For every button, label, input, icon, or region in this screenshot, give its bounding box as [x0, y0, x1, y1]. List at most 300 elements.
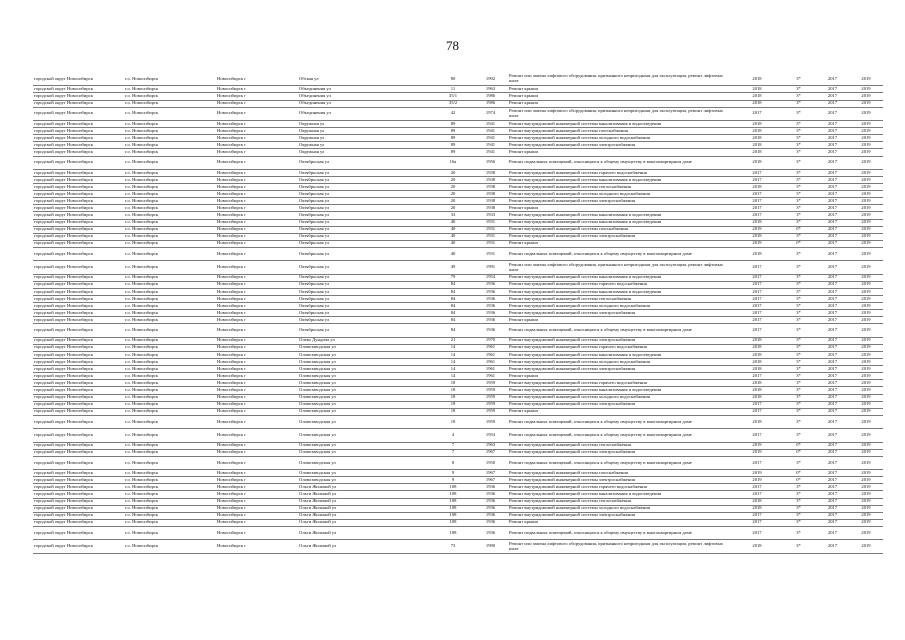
street-cell: Оловозаводская ул	[298, 408, 433, 415]
house-number-cell: 40	[433, 240, 473, 247]
period-end-cell: 2019	[849, 73, 883, 86]
settlement-cell: г.о. Новосибирск	[124, 93, 216, 100]
period-start-cell: 2017	[816, 526, 849, 539]
municipal-district-cell: городской округ Новосибирск	[33, 373, 124, 380]
city-cell: Новосибирск г	[216, 177, 298, 184]
planned-year-cell: 2018	[733, 415, 781, 428]
period-end-cell: 2019	[849, 373, 883, 380]
house-number-cell: 84	[433, 288, 473, 295]
priority-cell: 3*	[781, 317, 816, 324]
period-end-cell: 2019	[849, 177, 883, 184]
work-type-cell: Ремонт внутридомовой инженерной системы горячего водоснабжения	[508, 484, 733, 491]
work-type-cell: Ремонт внутридомовой инженерной системы теплоснабжения	[508, 184, 733, 191]
work-type-cell: Ремонт внутридомовой инженерной системы газоснабжения	[508, 470, 733, 477]
work-type-cell: Ремонт внутридомовой инженерной системы теплоснабжения	[508, 296, 733, 303]
street-cell: Октябрьская ул	[298, 281, 433, 288]
municipal-district-cell: городской округ Новосибирск	[33, 156, 124, 169]
work-type-cell: Ремонт внутридомовой инженерной системы канализования и водоотведения	[508, 274, 733, 281]
table-row	[33, 401, 883, 408]
period-start-cell: 2017	[816, 281, 849, 288]
period-end-cell: 2019	[849, 429, 883, 442]
planned-year-cell: 2017	[733, 205, 781, 212]
city-cell: Новосибирск г	[216, 191, 298, 198]
street-cell: Октябрьская ул	[298, 303, 433, 310]
street-cell: Октябрьская ул	[298, 156, 433, 169]
build-year-cell: 1936	[473, 512, 508, 519]
build-year-cell: 1963	[473, 442, 508, 449]
priority-cell: 0*	[781, 226, 816, 233]
municipal-district-cell: городской округ Новосибирск	[33, 212, 124, 219]
period-end-cell: 2019	[849, 233, 883, 240]
house-number-cell: 20	[433, 169, 473, 176]
work-type-cell: Ремонт внутридомовой инженерной системы электроснабжения	[508, 337, 733, 344]
planned-year-cell: 2018	[733, 387, 781, 394]
priority-cell: 3*	[781, 107, 816, 120]
municipal-district-cell: городской округ Новосибирск	[33, 429, 124, 442]
planned-year-cell: 2018	[733, 219, 781, 226]
municipal-district-cell: городской округ Новосибирск	[33, 540, 124, 553]
build-year-cell: 1931	[473, 240, 508, 247]
municipal-district-cell: городской округ Новосибирск	[33, 274, 124, 281]
build-year-cell: 1938	[473, 191, 508, 198]
priority-cell: 3*	[781, 310, 816, 317]
planned-year-cell: 2019	[733, 442, 781, 449]
settlement-cell: г.о. Новосибирск	[124, 359, 216, 366]
priority-cell: 3*	[781, 184, 816, 191]
priority-cell: 3*	[781, 177, 816, 184]
period-start-cell: 2017	[816, 429, 849, 442]
municipal-district-cell: городской округ Новосибирск	[33, 470, 124, 477]
build-year-cell: 1941	[473, 142, 508, 149]
table-row	[33, 198, 883, 205]
work-type-cell: Ремонт или замена лифтового оборудования, признанного непригодным для эксплуатации, ремонт лифтовых шахт	[508, 540, 733, 553]
municipal-district-cell: городской округ Новосибирск	[33, 484, 124, 491]
house-number-cell: 40	[433, 219, 473, 226]
build-year-cell: 1938	[473, 177, 508, 184]
planned-year-cell: 2018	[733, 247, 781, 260]
street-cell: Оловозаводская ул	[298, 380, 433, 387]
planned-year-cell: 2019	[733, 449, 781, 456]
period-end-cell: 2019	[849, 317, 883, 324]
priority-cell: 3*	[781, 380, 816, 387]
planned-year-cell: 2018	[733, 142, 781, 149]
period-start-cell: 2017	[816, 401, 849, 408]
settlement-cell: г.о. Новосибирск	[124, 456, 216, 469]
table-row	[33, 512, 883, 519]
period-end-cell: 2019	[849, 387, 883, 394]
city-cell: Новосибирск г	[216, 135, 298, 142]
house-number-cell: 84	[433, 317, 473, 324]
house-number-cell: 14	[433, 373, 473, 380]
planned-year-cell: 2018	[733, 394, 781, 401]
planned-year-cell: 2018	[733, 156, 781, 169]
planned-year-cell: 2018	[733, 380, 781, 387]
period-end-cell: 2019	[849, 281, 883, 288]
period-start-cell: 2017	[816, 380, 849, 387]
period-start-cell: 2017	[816, 317, 849, 324]
street-cell: Оловозаводская ул	[298, 470, 433, 477]
build-year-cell: 1936	[473, 281, 508, 288]
settlement-cell: г.о. Новосибирск	[124, 184, 216, 191]
table-row	[33, 135, 883, 142]
period-start-cell: 2017	[816, 288, 849, 295]
table-row	[33, 373, 883, 380]
street-cell: Октябрьская ул	[298, 324, 433, 337]
build-year-cell: 1936	[473, 324, 508, 337]
work-type-cell: Ремонт крыши	[508, 317, 733, 324]
street-cell: Обская ул	[298, 73, 433, 86]
build-year-cell: 1936	[473, 505, 508, 512]
period-start-cell: 2017	[816, 86, 849, 93]
house-number-cell: 18	[433, 401, 473, 408]
city-cell: Новосибирск г	[216, 219, 298, 226]
house-number-cell: 40	[433, 233, 473, 240]
priority-cell: 3*	[781, 359, 816, 366]
planned-year-cell: 2017	[733, 169, 781, 176]
street-cell: Октябрьская ул	[298, 205, 433, 212]
house-number-cell: 20	[433, 205, 473, 212]
city-cell: Новосибирск г	[216, 233, 298, 240]
work-type-cell: Ремонт внутридомовой инженерной системы горячего водоснабжения	[508, 169, 733, 176]
municipal-district-cell: городской округ Новосибирск	[33, 121, 124, 128]
build-year-cell: 1986	[473, 100, 508, 107]
city-cell: Новосибирск г	[216, 73, 298, 86]
period-end-cell: 2019	[849, 519, 883, 526]
work-type-cell: Ремонт подвальных помещений, относящихся к общему имуществу в многоквартирном доме	[508, 526, 733, 539]
period-end-cell: 2019	[849, 240, 883, 247]
period-end-cell: 2019	[849, 191, 883, 198]
house-number-cell: 42	[433, 107, 473, 120]
period-end-cell: 2019	[849, 540, 883, 553]
settlement-cell: г.о. Новосибирск	[124, 73, 216, 86]
period-start-cell: 2017	[816, 491, 849, 498]
priority-cell: 3*	[781, 73, 816, 86]
work-type-cell: Ремонт внутридомовой инженерной системы электроснабжения	[508, 449, 733, 456]
period-end-cell: 2019	[849, 296, 883, 303]
street-cell: Ольги Жилиной ул	[298, 498, 433, 505]
period-end-cell: 2019	[849, 205, 883, 212]
municipal-district-cell: городской округ Новосибирск	[33, 317, 124, 324]
house-number-cell: 33	[433, 212, 473, 219]
period-start-cell: 2017	[816, 456, 849, 469]
table-row	[33, 394, 883, 401]
priority-cell: 3*	[781, 408, 816, 415]
street-cell: Оловозаводская ул	[298, 359, 433, 366]
page-number: 78	[446, 38, 459, 53]
planned-year-cell: 2017	[733, 274, 781, 281]
street-cell: Оловозаводская ул	[298, 351, 433, 358]
settlement-cell: г.о. Новосибирск	[124, 449, 216, 456]
work-type-cell: Ремонт внутридомовой инженерной системы канализования и водоотведения	[508, 121, 733, 128]
house-number-cell: 21	[433, 337, 473, 344]
street-cell: Окружная ул	[298, 142, 433, 149]
build-year-cell: 1938	[473, 205, 508, 212]
priority-cell: 3*	[781, 429, 816, 442]
street-cell: Октябрьская ул	[298, 261, 433, 274]
city-cell: Новосибирск г	[216, 526, 298, 539]
house-number-cell: 49	[433, 261, 473, 274]
build-year-cell: 1961	[473, 351, 508, 358]
period-start-cell: 2017	[816, 226, 849, 233]
street-cell: Окружная ул	[298, 149, 433, 156]
period-start-cell: 2017	[816, 205, 849, 212]
period-start-cell: 2017	[816, 477, 849, 484]
build-year-cell: 1938	[473, 198, 508, 205]
build-year-cell: 1967	[473, 477, 508, 484]
city-cell: Новосибирск г	[216, 156, 298, 169]
priority-cell: 3*	[781, 135, 816, 142]
priority-cell: 3*	[781, 505, 816, 512]
work-type-cell: Ремонт внутридомовой инженерной системы холодного водоснабжения	[508, 359, 733, 366]
table-row	[33, 317, 883, 324]
build-year-cell: 1931	[473, 226, 508, 233]
planned-year-cell: 2017	[733, 310, 781, 317]
table-row	[33, 191, 883, 198]
city-cell: Новосибирск г	[216, 281, 298, 288]
planned-year-cell: 2017	[733, 519, 781, 526]
planned-year-cell: 2017	[733, 324, 781, 337]
priority-cell: 3*	[781, 233, 816, 240]
house-number-cell: 40	[433, 226, 473, 233]
period-start-cell: 2017	[816, 107, 849, 120]
planned-year-cell: 2018	[733, 337, 781, 344]
planned-year-cell: 2018	[733, 93, 781, 100]
house-number-cell: 11	[433, 86, 473, 93]
street-cell: Октябрьская ул	[298, 212, 433, 219]
street-cell: Оловозаводская ул	[298, 477, 433, 484]
build-year-cell: 1956	[473, 156, 508, 169]
period-end-cell: 2019	[849, 442, 883, 449]
house-number-cell: 84	[433, 310, 473, 317]
house-number-cell: 89	[433, 149, 473, 156]
table-row	[33, 484, 883, 491]
municipal-district-cell: городской округ Новосибирск	[33, 415, 124, 428]
city-cell: Новосибирск г	[216, 247, 298, 260]
municipal-district-cell: городской округ Новосибирск	[33, 100, 124, 107]
build-year-cell: 1938	[473, 169, 508, 176]
period-end-cell: 2019	[849, 498, 883, 505]
build-year-cell: 1941	[473, 128, 508, 135]
build-year-cell: 1936	[473, 296, 508, 303]
period-start-cell: 2017	[816, 366, 849, 373]
priority-cell: 3*	[781, 373, 816, 380]
street-cell: Октябрьская ул	[298, 288, 433, 295]
period-start-cell: 2017	[816, 135, 849, 142]
house-number-cell: 18	[433, 380, 473, 387]
build-year-cell: 1959	[473, 401, 508, 408]
settlement-cell: г.о. Новосибирск	[124, 351, 216, 358]
work-type-cell: Ремонт внутридомовой инженерной системы холодного водоснабжения	[508, 191, 733, 198]
settlement-cell: г.о. Новосибирск	[124, 317, 216, 324]
build-year-cell: 1941	[473, 135, 508, 142]
house-number-cell: 108	[433, 505, 473, 512]
settlement-cell: г.о. Новосибирск	[124, 107, 216, 120]
priority-cell: 3*	[781, 198, 816, 205]
street-cell: Октябрьская ул	[298, 219, 433, 226]
priority-cell: 3*	[781, 281, 816, 288]
settlement-cell: г.о. Новосибирск	[124, 169, 216, 176]
period-end-cell: 2019	[849, 484, 883, 491]
city-cell: Новосибирск г	[216, 519, 298, 526]
work-type-cell: Ремонт подвальных помещений, относящихся к общему имуществу в многоквартирном доме	[508, 456, 733, 469]
street-cell: Ольги Жилиной ул	[298, 519, 433, 526]
period-start-cell: 2017	[816, 519, 849, 526]
house-number-cell: 14	[433, 351, 473, 358]
period-end-cell: 2019	[849, 226, 883, 233]
house-number-cell: 7	[433, 442, 473, 449]
period-start-cell: 2017	[816, 121, 849, 128]
work-type-cell: Ремонт внутридомовой инженерной системы канализования и водоотведения	[508, 219, 733, 226]
table-row	[33, 177, 883, 184]
priority-cell: 3*	[781, 191, 816, 198]
priority-cell: 3*	[781, 247, 816, 260]
period-start-cell: 2017	[816, 233, 849, 240]
planned-year-cell: 2018	[733, 233, 781, 240]
period-end-cell: 2019	[849, 198, 883, 205]
period-end-cell: 2019	[849, 380, 883, 387]
priority-cell: 3*	[781, 219, 816, 226]
period-start-cell: 2017	[816, 442, 849, 449]
municipal-district-cell: городской округ Новосибирск	[33, 261, 124, 274]
city-cell: Новосибирск г	[216, 274, 298, 281]
period-end-cell: 2019	[849, 415, 883, 428]
priority-cell: 3*	[781, 121, 816, 128]
city-cell: Новосибирск г	[216, 226, 298, 233]
municipal-district-cell: городской округ Новосибирск	[33, 149, 124, 156]
settlement-cell: г.о. Новосибирск	[124, 366, 216, 373]
city-cell: Новосибирск г	[216, 449, 298, 456]
settlement-cell: г.о. Новосибирск	[124, 540, 216, 553]
work-type-cell: Ремонт внутридомовой инженерной системы газоснабжения	[508, 128, 733, 135]
settlement-cell: г.о. Новосибирск	[124, 415, 216, 428]
house-number-cell: 108	[433, 526, 473, 539]
table-row	[33, 73, 883, 86]
city-cell: Новосибирск г	[216, 288, 298, 295]
municipal-district-cell: городской округ Новосибирск	[33, 303, 124, 310]
work-type-cell: Ремонт внутридомовой инженерной системы электроснабжения	[508, 233, 733, 240]
build-year-cell: 1931	[473, 233, 508, 240]
house-number-cell: 84	[433, 303, 473, 310]
work-type-cell: Ремонт внутридомовой инженерной системы холодного водоснабжения	[508, 505, 733, 512]
planned-year-cell: 2017	[733, 456, 781, 469]
house-number-cell: 73	[433, 540, 473, 553]
period-start-cell: 2017	[816, 512, 849, 519]
period-start-cell: 2017	[816, 324, 849, 337]
period-start-cell: 2017	[816, 177, 849, 184]
work-type-cell: Ремонт внутридомовой инженерной системы холодного водоснабжения	[508, 303, 733, 310]
priority-cell: 0*	[781, 477, 816, 484]
period-start-cell: 2017	[816, 394, 849, 401]
table-row	[33, 247, 883, 260]
period-end-cell: 2019	[849, 86, 883, 93]
city-cell: Новосибирск г	[216, 387, 298, 394]
priority-cell: 3*	[781, 212, 816, 219]
municipal-district-cell: городской округ Новосибирск	[33, 219, 124, 226]
municipal-district-cell: городской округ Новосибирск	[33, 142, 124, 149]
period-end-cell: 2019	[849, 324, 883, 337]
period-start-cell: 2017	[816, 351, 849, 358]
street-cell: Оловозаводская ул	[298, 442, 433, 449]
build-year-cell: 1938	[473, 184, 508, 191]
table-row	[33, 261, 883, 274]
settlement-cell: г.о. Новосибирск	[124, 380, 216, 387]
settlement-cell: г.о. Новосибирск	[124, 498, 216, 505]
work-type-cell: Ремонт внутридомовой инженерной системы теплоснабжения	[508, 442, 733, 449]
priority-cell: 3*	[781, 169, 816, 176]
street-cell: Октябрьская ул	[298, 198, 433, 205]
planned-year-cell: 2017	[733, 288, 781, 295]
settlement-cell: г.о. Новосибирск	[124, 408, 216, 415]
city-cell: Новосибирск г	[216, 107, 298, 120]
table-row	[33, 128, 883, 135]
settlement-cell: г.о. Новосибирск	[124, 149, 216, 156]
priority-cell: 3*	[781, 149, 816, 156]
build-year-cell: 1936	[473, 310, 508, 317]
table-row	[33, 226, 883, 233]
street-cell: Оловозаводская ул	[298, 366, 433, 373]
planned-year-cell: 2018	[733, 366, 781, 373]
city-cell: Новосибирск г	[216, 344, 298, 351]
table-row	[33, 121, 883, 128]
table-row	[33, 470, 883, 477]
street-cell: Октябрьская ул	[298, 177, 433, 184]
table-row	[33, 415, 883, 428]
planned-year-cell: 2017	[733, 303, 781, 310]
municipal-district-cell: городской округ Новосибирск	[33, 359, 124, 366]
planned-year-cell: 2018	[733, 344, 781, 351]
planned-year-cell: 2018	[733, 351, 781, 358]
house-number-cell: 84	[433, 296, 473, 303]
priority-cell: 3*	[781, 296, 816, 303]
table-row	[33, 498, 883, 505]
city-cell: Новосибирск г	[216, 540, 298, 553]
settlement-cell: г.о. Новосибирск	[124, 303, 216, 310]
settlement-cell: г.о. Новосибирск	[124, 261, 216, 274]
municipal-district-cell: городской округ Новосибирск	[33, 380, 124, 387]
street-cell: Октябрьская ул	[298, 247, 433, 260]
period-end-cell: 2019	[849, 366, 883, 373]
period-start-cell: 2017	[816, 505, 849, 512]
municipal-district-cell: городской округ Новосибирск	[33, 449, 124, 456]
city-cell: Новосибирск г	[216, 484, 298, 491]
house-number-cell: 89	[433, 135, 473, 142]
work-type-cell: Ремонт внутридомовой инженерной системы канализования и водоотведения	[508, 288, 733, 295]
table-row	[33, 449, 883, 456]
period-start-cell: 2017	[816, 484, 849, 491]
work-type-cell: Ремонт подвальных помещений, относящихся к общему имуществу в многоквартирном доме	[508, 156, 733, 169]
city-cell: Новосибирск г	[216, 212, 298, 219]
street-cell: Октябрьская ул	[298, 184, 433, 191]
planned-year-cell: 2017	[733, 401, 781, 408]
house-number-cell: 18	[433, 408, 473, 415]
street-cell: Оловозаводская ул	[298, 394, 433, 401]
period-start-cell: 2017	[816, 261, 849, 274]
settlement-cell: г.о. Новосибирск	[124, 442, 216, 449]
city-cell: Новосибирск г	[216, 324, 298, 337]
priority-cell: 3*	[781, 456, 816, 469]
house-number-cell: 89	[433, 121, 473, 128]
planned-year-cell: 2017	[733, 212, 781, 219]
settlement-cell: г.о. Новосибирск	[124, 128, 216, 135]
settlement-cell: г.о. Новосибирск	[124, 512, 216, 519]
build-year-cell: 1959	[473, 415, 508, 428]
table-row	[33, 351, 883, 358]
work-type-cell: Ремонт внутридомовой инженерной системы электроснабжения	[508, 401, 733, 408]
house-number-cell: 16а	[433, 156, 473, 169]
municipal-district-cell: городской округ Новосибирск	[33, 491, 124, 498]
period-start-cell: 2017	[816, 142, 849, 149]
build-year-cell: 1991	[473, 261, 508, 274]
